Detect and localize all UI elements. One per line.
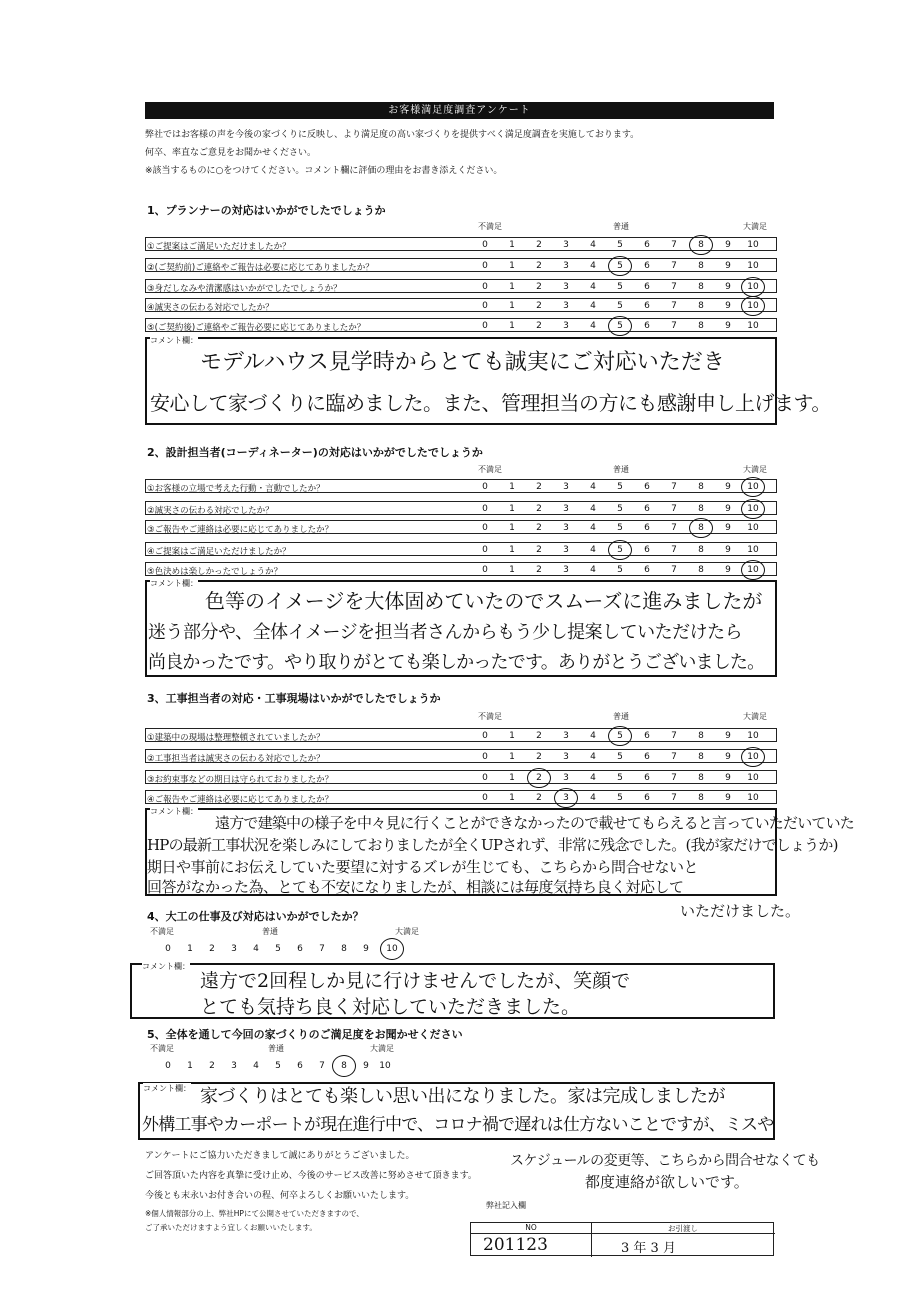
rating-option[interactable]: 6 xyxy=(644,482,650,492)
rating-option[interactable]: 6 xyxy=(644,321,650,331)
rating-selected-circle xyxy=(608,726,632,746)
comment-label: コメント欄： xyxy=(150,336,198,345)
rating-option[interactable]: 8 xyxy=(698,482,704,492)
rating-option[interactable]: 2 xyxy=(536,240,542,250)
delivery-value: 3 年 3 月 xyxy=(621,1241,676,1256)
rating-selected-circle xyxy=(554,788,578,808)
rating-selected-circle xyxy=(741,277,765,297)
question-text: ③身だしなみや清潔感はいかがでしたでしょうか？ xyxy=(147,284,342,294)
rating-option[interactable]: 9 xyxy=(725,482,731,492)
rating-option[interactable]: 6 xyxy=(644,240,650,250)
rating-option[interactable]: 3 xyxy=(563,282,569,292)
rating-option[interactable]: 10 xyxy=(747,261,759,271)
rating-option[interactable]: 8 xyxy=(341,1061,347,1071)
footer-note-1: ※個人情報部分の上、弊社HPにて公開させていただきますので、 xyxy=(145,1209,364,1218)
rating-option[interactable]: 9 xyxy=(725,565,731,575)
rating-option[interactable]: 10 xyxy=(747,321,759,331)
rating-selected-circle xyxy=(608,540,632,560)
rating-option[interactable]: 2 xyxy=(536,482,542,492)
rating-selected-circle xyxy=(608,256,632,276)
rating-option[interactable]: 3 xyxy=(563,321,569,331)
rating-option[interactable]: 2 xyxy=(536,301,542,311)
scale-mid-label: 普通 xyxy=(613,712,629,721)
section-2-comment-line-1: 色等のイメージを大体固めていたのでスムーズに進みましたが xyxy=(205,589,763,613)
rating-option[interactable]: 3 xyxy=(563,545,569,555)
rating-option[interactable]: 1 xyxy=(509,545,515,555)
rating-option[interactable]: 10 xyxy=(386,944,398,954)
rating-option[interactable]: 8 xyxy=(698,321,704,331)
rating-option[interactable]: 1 xyxy=(509,773,515,783)
rating-option[interactable]: 1 xyxy=(509,565,515,575)
rating-option[interactable]: 3 xyxy=(563,773,569,783)
rating-option[interactable]: 10 xyxy=(747,773,759,783)
rating-option[interactable]: 7 xyxy=(671,793,677,803)
rating-option[interactable]: 2 xyxy=(536,773,542,783)
section-4-comment-line-2: とても気持ち良く対応していただきました。 xyxy=(200,996,581,1018)
rating-option[interactable]: 4 xyxy=(590,321,596,331)
rating-option[interactable]: 3 xyxy=(563,240,569,250)
rating-option[interactable]: 10 xyxy=(747,752,759,762)
section-5-comment-line-2: 外構工事やカーポートが現在進行中で、コロナ禍で遅れは仕方ないことですが、ミスや xyxy=(142,1115,774,1135)
rating-option[interactable]: 3 xyxy=(563,523,569,533)
rating-option[interactable]: 1 xyxy=(509,793,515,803)
rating-option[interactable]: 5 xyxy=(617,545,623,555)
section-1-comment-line-1: モデルハウス見学時からとても誠実にご対応いただき xyxy=(200,350,725,375)
rating-option[interactable]: 5 xyxy=(617,261,623,271)
rating-option[interactable]: 0 xyxy=(482,793,488,803)
rating-option[interactable]: 8 xyxy=(698,793,704,803)
rating-selected-circle xyxy=(741,747,765,767)
rating-option[interactable]: 5 xyxy=(617,523,623,533)
rating-option[interactable]: 7 xyxy=(671,545,677,555)
rating-option[interactable]: 0 xyxy=(482,282,488,292)
rating-option[interactable]: 8 xyxy=(698,752,704,762)
rating-option[interactable]: 3 xyxy=(563,793,569,803)
rating-option[interactable]: 10 xyxy=(379,1061,391,1071)
question-text: ④ご報告やご連絡は必要に応じてありましたか？ xyxy=(147,795,334,805)
rating-option[interactable]: 7 xyxy=(671,773,677,783)
rating-option[interactable]: 8 xyxy=(698,282,704,292)
section-2-comment-line-3: 尚良かったです。やり取りがとても楽しかったです。ありがとうございました。 xyxy=(148,652,765,673)
rating-option[interactable]: 1 xyxy=(509,282,515,292)
rating-option[interactable]: 9 xyxy=(725,752,731,762)
rating-option[interactable]: 2 xyxy=(536,321,542,331)
question-text: ④ご提案はご満足いただけましたか？ xyxy=(147,547,291,557)
rating-option[interactable]: 4 xyxy=(590,731,596,741)
no-value: 201123 xyxy=(483,1235,548,1255)
rating-option[interactable]: 5 xyxy=(617,793,623,803)
rating-option[interactable]: 5 xyxy=(617,504,623,514)
rating-option[interactable]: 4 xyxy=(590,504,596,514)
rating-option[interactable]: 10 xyxy=(747,523,759,533)
rating-option[interactable]: 3 xyxy=(563,261,569,271)
rating-option[interactable]: 5 xyxy=(275,1061,281,1071)
rating-option[interactable]: 1 xyxy=(509,482,515,492)
rating-option[interactable]: 8 xyxy=(698,731,704,741)
rating-option[interactable]: 6 xyxy=(644,523,650,533)
rating-option[interactable]: 8 xyxy=(698,240,704,250)
office-use-table xyxy=(470,1222,774,1256)
rating-option[interactable]: 2 xyxy=(209,1061,215,1071)
scale-mid-label: 普通 xyxy=(262,927,278,936)
rating-option[interactable]: 6 xyxy=(644,565,650,575)
rating-option[interactable]: 0 xyxy=(482,565,488,575)
rating-option[interactable]: 9 xyxy=(725,523,731,533)
rating-option[interactable]: 6 xyxy=(644,773,650,783)
rating-option[interactable]: 8 xyxy=(698,504,704,514)
section-3-comment-line-5: いただけました。 xyxy=(680,902,801,920)
rating-option[interactable]: 9 xyxy=(725,240,731,250)
rating-option[interactable]: 5 xyxy=(617,482,623,492)
rating-option[interactable]: 3 xyxy=(563,301,569,311)
rating-option[interactable]: 1 xyxy=(509,731,515,741)
rating-option[interactable]: 4 xyxy=(590,545,596,555)
rating-option[interactable]: 10 xyxy=(747,482,759,492)
rating-option[interactable]: 5 xyxy=(275,944,281,954)
rating-option[interactable]: 2 xyxy=(209,944,215,954)
rating-option[interactable]: 8 xyxy=(698,523,704,533)
rating-option[interactable]: 1 xyxy=(187,944,193,954)
rating-option[interactable]: 6 xyxy=(297,944,303,954)
rating-option[interactable]: 4 xyxy=(590,773,596,783)
rating-option[interactable]: 3 xyxy=(231,944,237,954)
rating-option[interactable]: 9 xyxy=(363,944,369,954)
rating-option[interactable]: 0 xyxy=(165,944,171,954)
rating-option[interactable]: 8 xyxy=(698,261,704,271)
rating-option[interactable]: 0 xyxy=(482,752,488,762)
section-1-comment-line-2: 安心して家づくりに臨めました。また、管理担当の方にも感謝申し上げます。 xyxy=(150,391,831,415)
rating-option[interactable]: 5 xyxy=(617,240,623,250)
scale-mid-label: 普通 xyxy=(613,465,629,474)
rating-option[interactable]: 5 xyxy=(617,565,623,575)
rating-option[interactable]: 1 xyxy=(187,1061,193,1071)
rating-option[interactable]: 0 xyxy=(482,545,488,555)
question-text: ⑤色決めは楽しかったでしょうか？ xyxy=(147,567,283,577)
rating-option[interactable]: 7 xyxy=(671,523,677,533)
rating-option[interactable]: 10 xyxy=(747,301,759,311)
section-3-comment-line-1: 遠方で建築中の様子を中々見に行くことができなかったので載せてもらえると言っていただいていた xyxy=(215,814,855,832)
rating-option[interactable]: 9 xyxy=(725,773,731,783)
footer-line-1: アンケートにご協力いただきまして誠にありがとうございました。 xyxy=(145,1151,415,1161)
question-text: ③ご報告やご連絡は必要に応じてありましたか？ xyxy=(147,525,334,535)
no-header: NO xyxy=(525,1223,537,1232)
rating-option[interactable]: 2 xyxy=(536,565,542,575)
rating-option[interactable]: 3 xyxy=(563,482,569,492)
delivery-header: お引渡し xyxy=(668,1224,698,1233)
scale-low-label: 不満足 xyxy=(478,712,502,721)
section-2-title: 2、設計担当者(コーディネーター)の対応はいかがでしたでしょうか xyxy=(147,446,483,459)
rating-option[interactable]: 0 xyxy=(482,261,488,271)
question-text: ④誠実さの伝わる対応でしたか？ xyxy=(147,303,274,313)
rating-selected-circle xyxy=(527,768,551,788)
rating-option[interactable]: 5 xyxy=(617,752,623,762)
comment-label: コメント欄： xyxy=(142,962,190,971)
rating-option[interactable]: 1 xyxy=(509,321,515,331)
rating-option[interactable]: 5 xyxy=(617,301,623,311)
rating-selected-circle xyxy=(689,518,713,538)
rating-option[interactable]: 3 xyxy=(563,565,569,575)
rating-option[interactable]: 4 xyxy=(590,752,596,762)
rating-option[interactable]: 4 xyxy=(590,240,596,250)
rating-option[interactable]: 8 xyxy=(341,944,347,954)
section-5-comment-line-1: 家づくりはとても楽しい思い出になりました。家は完成しましたが xyxy=(200,1086,725,1107)
rating-option[interactable]: 5 xyxy=(617,282,623,292)
comment-label: コメント欄： xyxy=(150,807,198,816)
rating-option[interactable]: 4 xyxy=(590,523,596,533)
rating-option[interactable]: 5 xyxy=(617,773,623,783)
rating-option[interactable]: 10 xyxy=(747,240,759,250)
rating-selected-circle xyxy=(741,477,765,497)
rating-option[interactable]: 0 xyxy=(482,731,488,741)
rating-option[interactable]: 2 xyxy=(536,545,542,555)
rating-option[interactable]: 1 xyxy=(509,752,515,762)
question-text: ②工事担当者は誠実さの伝わる対応でしたか？ xyxy=(147,754,325,764)
rating-option[interactable]: 2 xyxy=(536,504,542,514)
comment-label: コメント欄： xyxy=(150,579,198,588)
rating-option[interactable]: 6 xyxy=(644,504,650,514)
section-5-title: 5、全体を通して今回の家づくりのご満足度をお聞かせください xyxy=(147,1028,463,1041)
rating-option[interactable]: 3 xyxy=(563,504,569,514)
rating-option[interactable]: 9 xyxy=(725,731,731,741)
rating-option[interactable]: 2 xyxy=(536,282,542,292)
rating-selected-circle xyxy=(380,938,404,960)
rating-option[interactable]: 2 xyxy=(536,752,542,762)
rating-option[interactable]: 7 xyxy=(319,1061,325,1071)
scale-low-label: 不満足 xyxy=(478,222,502,231)
rating-option[interactable]: 9 xyxy=(725,321,731,331)
intro-line-1: 弊社ではお客様の声を今後の家づくりに反映し、より満足度の高い家づくりを提供すべく満足度調査を実施しております。 xyxy=(145,130,640,140)
footer-line-2: ご回答頂いた内容を真摯に受け止め、今後のサービス改善に努めさせて頂きます。 xyxy=(145,1171,477,1181)
rating-option[interactable]: 0 xyxy=(482,504,488,514)
question-text: ③お約束事などの期日は守られておりましたか？ xyxy=(147,775,334,785)
rating-option[interactable]: 4 xyxy=(253,944,259,954)
rating-option[interactable]: 10 xyxy=(747,545,759,555)
intro-line-2: 何卒、率直なご意見をお聞かせください。 xyxy=(145,148,317,158)
rating-selected-circle xyxy=(741,499,765,519)
scale-low-label: 不満足 xyxy=(150,1044,174,1053)
rating-option[interactable]: 7 xyxy=(671,282,677,292)
rating-option[interactable]: 4 xyxy=(590,793,596,803)
section-3-comment-line-4: 回答がなかった為、とても不安になりましたが、相談には毎度気持ち良く対応して xyxy=(147,878,684,896)
rating-option[interactable]: 0 xyxy=(482,240,488,250)
scale-high-label: 大満足 xyxy=(743,222,767,231)
rating-option[interactable]: 1 xyxy=(509,261,515,271)
rating-option[interactable]: 6 xyxy=(644,282,650,292)
rating-option[interactable]: 9 xyxy=(725,545,731,555)
rating-option[interactable]: 6 xyxy=(644,301,650,311)
rating-option[interactable]: 8 xyxy=(698,545,704,555)
rating-option[interactable]: 5 xyxy=(617,731,623,741)
rating-option[interactable]: 10 xyxy=(747,282,759,292)
rating-option[interactable]: 3 xyxy=(231,1061,237,1071)
rating-option[interactable]: 0 xyxy=(482,773,488,783)
question-text: ①建築中の現場は整理整頓されていましたか？ xyxy=(147,733,325,743)
intro-line-3: ※該当するものに○をつけてください。コメント欄に評価の理由をお書き添えください。 xyxy=(145,166,503,176)
section-3-comment-line-2: HPの最新工事状況を楽しみにしておりましたが全くUPされず、非常に残念でした。(我が家だけでしょうか) xyxy=(147,836,838,854)
scale-high-label: 大満足 xyxy=(743,712,767,721)
rating-option[interactable]: 6 xyxy=(644,752,650,762)
scale-high-label: 大満足 xyxy=(370,1044,394,1053)
rating-option[interactable]: 4 xyxy=(590,565,596,575)
rating-option[interactable]: 9 xyxy=(725,261,731,271)
rating-option[interactable]: 10 xyxy=(747,504,759,514)
section-5-comment-line-3: スケジュールの変更等、こちらから問合せなくても xyxy=(510,1153,820,1169)
rating-option[interactable]: 6 xyxy=(644,261,650,271)
rating-option[interactable]: 6 xyxy=(644,731,650,741)
rating-option[interactable]: 1 xyxy=(509,504,515,514)
rating-option[interactable]: 10 xyxy=(747,565,759,575)
rating-option[interactable]: 4 xyxy=(590,261,596,271)
rating-option[interactable]: 4 xyxy=(590,301,596,311)
rating-selected-circle xyxy=(741,296,765,316)
rating-selected-circle xyxy=(741,560,765,580)
question-text: ②(ご契約前)ご連絡やご報告は必要に応じてありましたか？ xyxy=(147,263,374,273)
rating-option[interactable]: 9 xyxy=(725,504,731,514)
rating-option[interactable]: 2 xyxy=(536,261,542,271)
rating-option[interactable]: 4 xyxy=(253,1061,259,1071)
rating-option[interactable]: 6 xyxy=(644,545,650,555)
scale-low-label: 不満足 xyxy=(150,927,174,936)
rating-option[interactable]: 7 xyxy=(671,752,677,762)
rating-option[interactable]: 4 xyxy=(590,482,596,492)
rating-option[interactable]: 0 xyxy=(482,523,488,533)
rating-option[interactable]: 7 xyxy=(671,321,677,331)
question-text: ②誠実さの伝わる対応でしたか？ xyxy=(147,506,274,516)
rating-option[interactable]: 0 xyxy=(482,482,488,492)
rating-option[interactable]: 8 xyxy=(698,773,704,783)
section-2-comment-line-2: 迷う部分や、全体イメージを担当者さんからもう少し提案していただけたら xyxy=(148,622,743,643)
scale-mid-label: 普通 xyxy=(613,222,629,231)
office-use-label: 弊社記入欄 xyxy=(486,1201,526,1210)
rating-option[interactable]: 7 xyxy=(671,482,677,492)
rating-selected-circle xyxy=(608,316,632,336)
rating-option[interactable]: 1 xyxy=(509,301,515,311)
question-text: ⑤(ご契約後)ご連絡やご報告必要に応じてありましたか？ xyxy=(147,323,366,333)
rating-option[interactable]: 3 xyxy=(563,752,569,762)
scale-high-label: 大満足 xyxy=(743,465,767,474)
rating-option[interactable]: 7 xyxy=(671,301,677,311)
rating-option[interactable]: 1 xyxy=(509,523,515,533)
rating-option[interactable]: 8 xyxy=(698,565,704,575)
rating-option[interactable]: 1 xyxy=(509,240,515,250)
footer-line-3: 今後とも末永いお付き合いの程、何卒よろしくお願いいたします。 xyxy=(145,1191,415,1201)
section-5-comment-line-4: 都度連絡が欲しいです。 xyxy=(585,1173,749,1191)
rating-option[interactable]: 2 xyxy=(536,731,542,741)
footer-note-2: ご了承いただけますよう宜しくお願いいたします。 xyxy=(145,1223,317,1232)
rating-option[interactable]: 0 xyxy=(165,1061,171,1071)
section-3-title: 3、工事担当者の対応・工事現場はいかがでしたでしょうか xyxy=(147,692,441,705)
rating-option[interactable]: 6 xyxy=(297,1061,303,1071)
rating-option[interactable]: 8 xyxy=(698,301,704,311)
rating-option[interactable]: 3 xyxy=(563,731,569,741)
rating-option[interactable]: 7 xyxy=(671,240,677,250)
scale-low-label: 不満足 xyxy=(478,465,502,474)
section-4-title: 4、大工の仕事及び対応はいかがでしたか？ xyxy=(147,910,364,923)
rating-option[interactable]: 6 xyxy=(644,793,650,803)
section-1-title: 1、プランナーの対応はいかがでしたでしょうか xyxy=(147,204,386,217)
section-4-comment-line-1: 遠方で2回程しか見に行けませんでしたが、笑顔で xyxy=(200,970,631,992)
rating-option[interactable]: 9 xyxy=(725,793,731,803)
rating-option[interactable]: 5 xyxy=(617,321,623,331)
rating-option[interactable]: 7 xyxy=(671,731,677,741)
scale-mid-label: 普通 xyxy=(268,1044,284,1053)
rating-option[interactable]: 4 xyxy=(590,282,596,292)
rating-option[interactable]: 2 xyxy=(536,523,542,533)
scale-high-label: 大満足 xyxy=(395,927,419,936)
section-3-comment-line-3: 期日や事前にお伝えしていた要望に対するズレが生じても、こちらから問合せないと xyxy=(147,858,699,876)
survey-title: お客様満足度調査アンケート xyxy=(145,102,774,119)
rating-option[interactable]: 0 xyxy=(482,321,488,331)
rating-option[interactable]: 10 xyxy=(747,731,759,741)
rating-selected-circle xyxy=(332,1055,356,1077)
rating-option[interactable]: 7 xyxy=(671,504,677,514)
question-text: ①お客様の立場で考えた行動・言動でしたか？ xyxy=(147,484,325,494)
rating-option[interactable]: 2 xyxy=(536,793,542,803)
question-text: ①ご提案はご満足いただけましたか？ xyxy=(147,242,291,252)
comment-label: コメント欄： xyxy=(143,1084,191,1093)
rating-option[interactable]: 0 xyxy=(482,301,488,311)
rating-selected-circle xyxy=(689,235,713,255)
rating-option[interactable]: 9 xyxy=(725,301,731,311)
rating-option[interactable]: 10 xyxy=(747,793,759,803)
rating-option[interactable]: 9 xyxy=(725,282,731,292)
rating-option[interactable]: 7 xyxy=(671,565,677,575)
rating-option[interactable]: 7 xyxy=(671,261,677,271)
rating-option[interactable]: 9 xyxy=(363,1061,369,1071)
rating-option[interactable]: 7 xyxy=(319,944,325,954)
